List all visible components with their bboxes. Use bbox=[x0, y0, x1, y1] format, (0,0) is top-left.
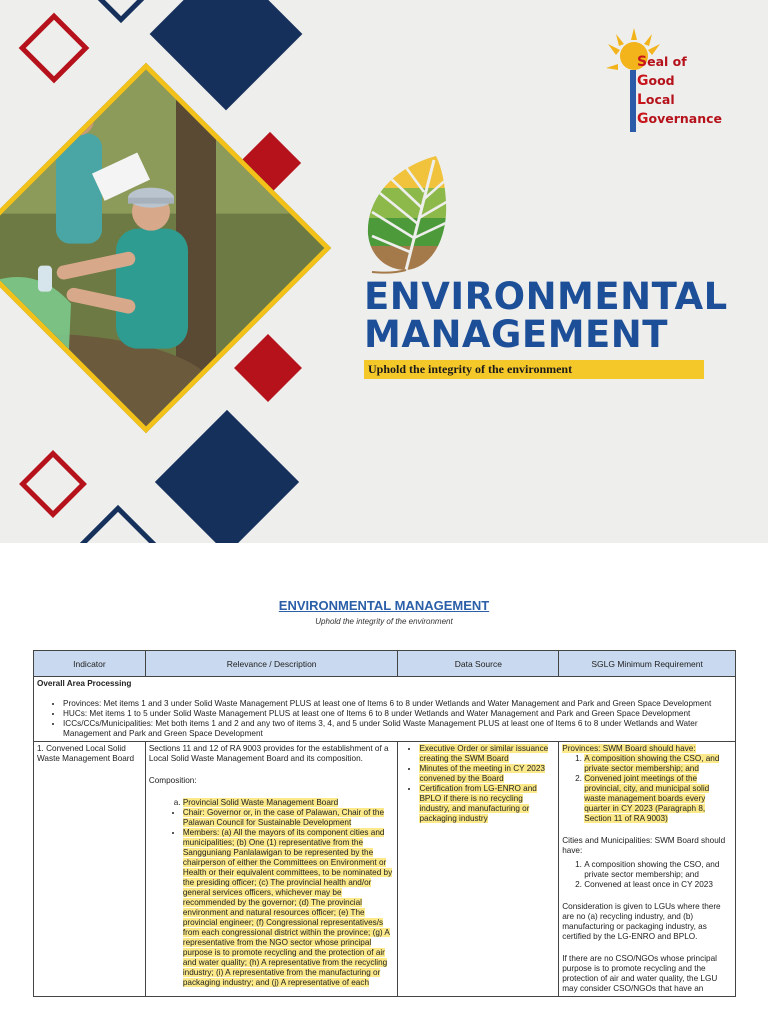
seal-line-3: Local bbox=[637, 92, 675, 108]
composition-list bbox=[183, 798, 395, 808]
overall-area-list bbox=[63, 699, 732, 739]
list-item: • ICCs/CCs/Municipalities: Met both items 1 and 2 and any two of items 3, 4, and 5 under Solid Waste Management PLUS at least one of Items 6 to 8 under Wetlands and Water Management and Park and Green Space Development bbox=[63, 719, 732, 739]
seal-of-good-local-governance-logo bbox=[604, 26, 744, 136]
list-item: a. Provincial Solid Waste Management Board bbox=[183, 798, 395, 808]
composition-bullets bbox=[183, 808, 395, 988]
header-data-source: Data Source bbox=[398, 651, 559, 677]
list-item: • Minutes of the meeting in CY 2023 convened by the Board bbox=[419, 764, 555, 784]
req-provinces-list bbox=[584, 754, 732, 824]
list-item: 1. A composition showing the CSO, and private sector membership; and bbox=[584, 754, 732, 774]
overall-area-row bbox=[34, 677, 736, 742]
list-item: 2. Convened at least once in CY 2023 bbox=[584, 880, 732, 890]
red-outline-diamond-bottom bbox=[19, 450, 87, 518]
list-item: • Certification from LG-ENRO and BPLO if there is no recycling industry, and manufacturing or packaging industry bbox=[419, 784, 555, 824]
leaf-logo-icon bbox=[362, 152, 452, 276]
cover-title-line1: ENVIRONMENTAL bbox=[364, 275, 728, 318]
data-source-list bbox=[419, 744, 555, 824]
composition-label: Composition: bbox=[148, 776, 197, 785]
seal-line-1: Seal of bbox=[637, 54, 687, 70]
header-minimum-requirement: SGLG Minimum Requirement bbox=[559, 651, 736, 677]
list-item: 2. Convened joint meetings of the provincial, city, and municipal solid waste management boards every quarter in CY 2023 (Paragraph 8, Section 11 of RA 9003) bbox=[584, 774, 732, 824]
relevance-intro: Sections 11 and 12 of RA 9003 provides for the establishment of a Local Solid Waste Management Board and its composition. bbox=[148, 744, 389, 763]
navy-outline-diamond-top bbox=[83, 0, 159, 23]
list-item: • HUCs: Met items 1 to 5 under Solid Waste Management PLUS at least one of Items 6 to 8 under Wetlands and Water Management and Park and Green Space Development bbox=[63, 709, 732, 719]
indicator-cell: 1. Convened Local Solid Waste Management Board bbox=[34, 742, 146, 997]
navy-outline-diamond-bottom bbox=[80, 505, 156, 543]
red-diamond-lower bbox=[234, 334, 302, 402]
req-provinces-label: Provinces: SWM Board should have: bbox=[562, 744, 696, 753]
red-outline-diamond-top bbox=[19, 13, 90, 84]
table-header-row bbox=[34, 651, 736, 677]
header-relevance: Relevance / Description bbox=[145, 651, 398, 677]
overall-area-heading: Overall Area Processing bbox=[37, 679, 132, 688]
req-cities-list bbox=[584, 860, 732, 890]
cover-title-line2: MANAGEMENT bbox=[364, 313, 668, 356]
list-item: 1. A composition showing the CSO, and private sector membership; and bbox=[584, 860, 732, 880]
data-source-cell bbox=[398, 742, 559, 997]
consideration-note: Consideration is given to LGUs where there are no (a) recycling industry, and (b) manufacturing or packaging industry, as certified by the LG-ENRO and BPLO. bbox=[562, 902, 721, 941]
seal-line-4: Governance bbox=[637, 111, 722, 127]
no-cso-note: If there are no CSO/NGOs whose principal purpose is to promote recycling and the protection of air and water quality, the LGU may consider CSO/NGOs that have an bbox=[562, 954, 718, 993]
overall-area-cell bbox=[34, 677, 736, 742]
document-title: ENVIRONMENTAL MANAGEMENT bbox=[278, 598, 490, 613]
relevance-cell bbox=[145, 742, 398, 997]
seal-line-2: Good bbox=[637, 73, 675, 89]
indicator-table bbox=[33, 650, 736, 997]
document-subtitle: Uphold the integrity of the environment bbox=[315, 617, 453, 626]
navy-diamond-bottom bbox=[155, 410, 299, 543]
cover-subtitle: Uphold the integrity of the environment bbox=[364, 360, 704, 379]
list-item: • Executive Order or similar issuance creating the SWM Board bbox=[419, 744, 555, 764]
list-item: • Provinces: Met items 1 and 3 under Solid Waste Management PLUS at least one of Items 6 to 8 under Wetlands and Water Management and Park and Green Space Development bbox=[63, 699, 732, 709]
table-row bbox=[34, 742, 736, 997]
minimum-requirement-cell bbox=[559, 742, 736, 997]
req-cities-label: Cities and Municipalities: SWM Board should have: bbox=[562, 836, 726, 855]
list-item: • Members: (a) All the mayors of its component cities and municipalities; (b) One (1) representative from the Sangguniang Panlalawigan to be represented by the chairperson of either the Committees on Environment or Health or their equivalent committees, to be nominated by the presiding officer; (c) The provincial health and/or general services officers, whichever may be recommended by the governor; (d) The provincial environment and natural resources officer; (e) The provincial engineer; (f) Congressional representatives/s from each congressional district within the province; (g) A representative from the NGO sector whose principal purpose is to promote recycling and the protection of air and water quality; (h) A representative from the recycling industry; (i) A representative from the manufacturing or packaging industry; and (j) A representative of each bbox=[183, 828, 395, 988]
header-indicator: Indicator bbox=[34, 651, 146, 677]
list-item: • Chair: Governor or, in the case of Palawan, Chair of the Palawan Council for Sustainable Development bbox=[183, 808, 395, 828]
